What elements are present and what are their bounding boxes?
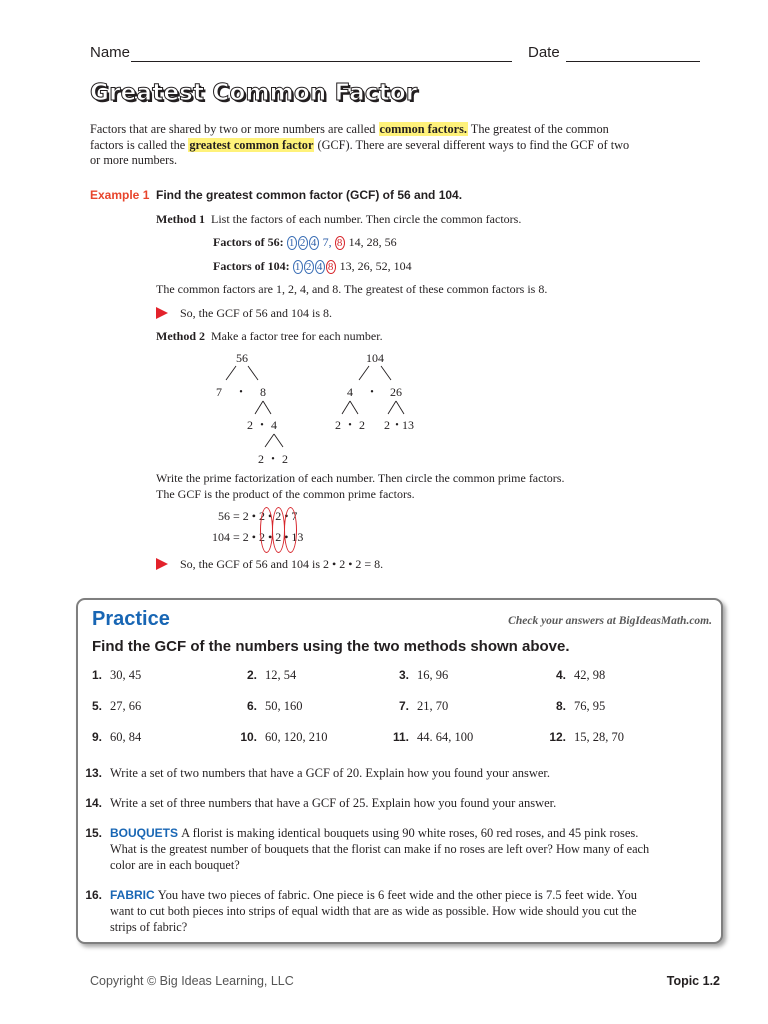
problem-value: 42, 98: [574, 668, 606, 682]
problem-value: 60, 84: [110, 730, 142, 744]
question-15-line2: What is the greatest number of bouquets that the florist can make if no roses are left over? How many of each: [110, 842, 650, 856]
red-circle-icon: [284, 507, 297, 553]
tree104-l2b: 2: [359, 418, 365, 432]
problem-number: 15.: [85, 826, 102, 840]
problem-number: 16.: [85, 888, 102, 902]
check-answers: Check your answers at BigIdeasMath.com.: [508, 615, 712, 627]
svg-text:•: •: [370, 387, 374, 398]
problem-number: 4.: [555, 668, 566, 682]
circled-factor-red: 8: [326, 260, 336, 274]
common-factors-text: The common factors are 1, 2, 4, and 8. The greatest of these common factors is 8.: [156, 282, 548, 296]
factors104-label: Factors of 104:: [213, 259, 290, 273]
pf56-line: 56 = 2 • 2 • 2 • 7: [218, 509, 298, 523]
tree56-l1a: 7: [216, 385, 222, 399]
tree104-l1b: 26: [390, 385, 402, 399]
problem-item: [385, 728, 473, 746]
example-title: Find the greatest common factor (GCF) of 56 and 104.: [156, 188, 463, 202]
svg-text:•: •: [271, 454, 275, 465]
question-15-line1: A florist is making identical bouquets using 90 white roses, 60 red roses, and 45 pink roses.: [181, 826, 639, 840]
circled-factor: 4: [315, 260, 325, 274]
practice-title: Practice: [92, 608, 170, 630]
problem-number: 2.: [246, 668, 257, 682]
highlight-common-factors: common factors.: [379, 122, 467, 136]
tree56-root: 56: [236, 351, 248, 365]
tree104-l2c: 2: [384, 418, 390, 432]
circled-factor: 2: [298, 236, 308, 250]
copyright: Copyright © Big Ideas Learning, LLC: [90, 974, 294, 988]
so-gcf-2: So, the GCF of 56 and 104 is 2 • 2 • 2 = 8.: [180, 557, 384, 571]
topic-label: Topic 1.2: [666, 974, 720, 988]
problem-number: 7.: [398, 699, 409, 713]
pf104-line: 104 = 2 • 2 • 2 • 13: [212, 530, 304, 544]
tree104-l2d: 13: [402, 418, 414, 432]
question-13-text: Write a set of two numbers that have a GCF of 20. Explain how you found your answer.: [110, 766, 551, 780]
method2-text: Make a factor tree for each number.: [211, 329, 383, 343]
question-15: [78, 826, 638, 842]
problem-value: 76, 95: [574, 699, 606, 713]
question-16: [78, 888, 637, 904]
question-13: [78, 766, 550, 782]
keyword-bouquets: BOUQUETS: [110, 826, 179, 840]
pf-factor: 2: [242, 509, 249, 523]
practice-instruction: Find the GCF of the numbers using the two methods shown above.: [92, 638, 570, 655]
problem-value: 60, 120, 210: [265, 730, 328, 744]
tree56-l3a: 2: [258, 452, 264, 466]
problem-number: 3.: [398, 668, 409, 682]
factors56-label: Factors of 56:: [213, 235, 284, 249]
date-label: Date: [528, 44, 560, 61]
example-label: Example 1: [90, 188, 150, 202]
factors104-rest: 13, 26, 52, 104: [339, 259, 412, 273]
factor-seven: 7,: [322, 235, 332, 249]
problem-item: [78, 697, 141, 715]
svg-text:•: •: [348, 420, 352, 431]
pf-factor: 2: [258, 530, 265, 544]
problem-number: 5.: [91, 699, 102, 713]
question-16-line3: strips of fabric?: [110, 920, 188, 934]
highlight-gcf: greatest common factor: [189, 137, 314, 152]
circled-factor: 4: [309, 236, 319, 250]
pf-factor: 2: [258, 509, 265, 523]
problem-value: 27, 66: [110, 699, 142, 713]
tree104-root: 104: [366, 351, 384, 365]
problem-number: 10.: [240, 730, 257, 744]
pf-factor: 2: [275, 530, 282, 544]
factors104-line: [213, 259, 412, 274]
tree56-l2a: 2: [247, 418, 253, 432]
problem-number: 6.: [246, 699, 257, 713]
tree56-l1b: 8: [260, 385, 266, 399]
problem-item: [233, 666, 296, 684]
practice-box: [76, 598, 723, 944]
problem-number: 13.: [85, 766, 102, 780]
problem-item: [385, 697, 448, 715]
problem-value: 12, 54: [265, 668, 297, 682]
problem-number: 12.: [549, 730, 566, 744]
problem-number: 8.: [555, 699, 566, 713]
svg-text:•: •: [239, 387, 243, 398]
intro-text-2: The greatest of the common factors is called the: [90, 122, 609, 152]
name-label: Name: [90, 44, 131, 61]
method1-label: Method 1: [156, 212, 205, 226]
factor-trees: [200, 348, 440, 470]
problem-number: 9.: [91, 730, 102, 744]
problem-item: [542, 697, 605, 715]
circled-factor: 1: [293, 260, 303, 274]
keyword-fabric: FABRIC: [110, 888, 155, 902]
arrow-icon: [156, 307, 168, 319]
tree104-l1a: 4: [347, 385, 353, 399]
arrow-icon: [156, 558, 168, 570]
circled-factor: 2: [304, 260, 314, 274]
method1-line: [156, 212, 521, 227]
intro-text-1: Factors that are shared by two or more numbers are called: [90, 122, 379, 136]
factors56-line: [213, 235, 397, 250]
method2-label: Method 2: [156, 329, 205, 343]
name-line[interactable]: [131, 61, 512, 62]
method2-line: [156, 329, 383, 344]
svg-text:•: •: [260, 420, 264, 431]
pf56-lhs: 56 =: [218, 509, 240, 523]
problem-item: [385, 666, 448, 684]
problem-item: [78, 666, 141, 684]
problem-item: [542, 666, 605, 684]
pf-factor: 2: [275, 509, 282, 523]
intro-paragraph: [90, 122, 630, 169]
problem-value: 30, 45: [110, 668, 142, 682]
pf56-last: 7: [291, 509, 298, 523]
page-title: Greatest Common Factor: [90, 80, 418, 106]
tree56-l2b: 4: [271, 418, 277, 432]
date-line[interactable]: [566, 61, 700, 62]
problem-number: 11.: [392, 730, 409, 744]
problem-value: 15, 28, 70: [574, 730, 624, 744]
svg-text:•: •: [395, 420, 399, 431]
question-15-line3: color are in each bouquet?: [110, 858, 240, 872]
method1-text: List the factors of each number. Then circle the common factors.: [211, 212, 522, 226]
circled-factor-red: 8: [335, 236, 345, 250]
prime-text-1: Write the prime factorization of each number. Then circle the common prime factors.: [156, 471, 565, 485]
factors56-rest: 14, 28, 56: [348, 235, 397, 249]
problem-number: 1.: [91, 668, 102, 682]
problem-value: 50, 160: [265, 699, 303, 713]
problem-number: 14.: [85, 796, 102, 810]
question-16-line2: want to cut both pieces into strips of equal width that are as wide as possible. How wide should you cut the: [110, 904, 637, 918]
tree56-l3b: 2: [282, 452, 288, 466]
prime-text-2: The GCF is the product of the common prime factors.: [156, 487, 415, 501]
pf104-lhs: 104 =: [212, 530, 240, 544]
pf-factor: 2: [242, 530, 249, 544]
problem-item: [542, 728, 624, 746]
pf104-last: 13: [291, 530, 304, 544]
circled-factor: 1: [287, 236, 297, 250]
problem-value: 21, 70: [417, 699, 449, 713]
question-16-line1: You have two pieces of fabric. One piece is 6 feet wide and the other piece is 7.5 feet wide. You: [157, 888, 637, 902]
problem-item: [233, 728, 328, 746]
problem-value: 44. 64, 100: [417, 730, 474, 744]
problem-item: [233, 697, 303, 715]
question-14: [78, 796, 556, 812]
tree104-l2a: 2: [335, 418, 341, 432]
so-gcf-1: So, the GCF of 56 and 104 is 8.: [180, 306, 333, 320]
intro-text-3: (GCF). There are several different ways to find the GCF of two or more numbers.: [90, 137, 630, 167]
question-14-text: Write a set of three numbers that have a GCF of 25. Explain how you found your answer.: [110, 796, 557, 810]
problem-value: 16, 96: [417, 668, 449, 682]
problem-item: [78, 728, 141, 746]
